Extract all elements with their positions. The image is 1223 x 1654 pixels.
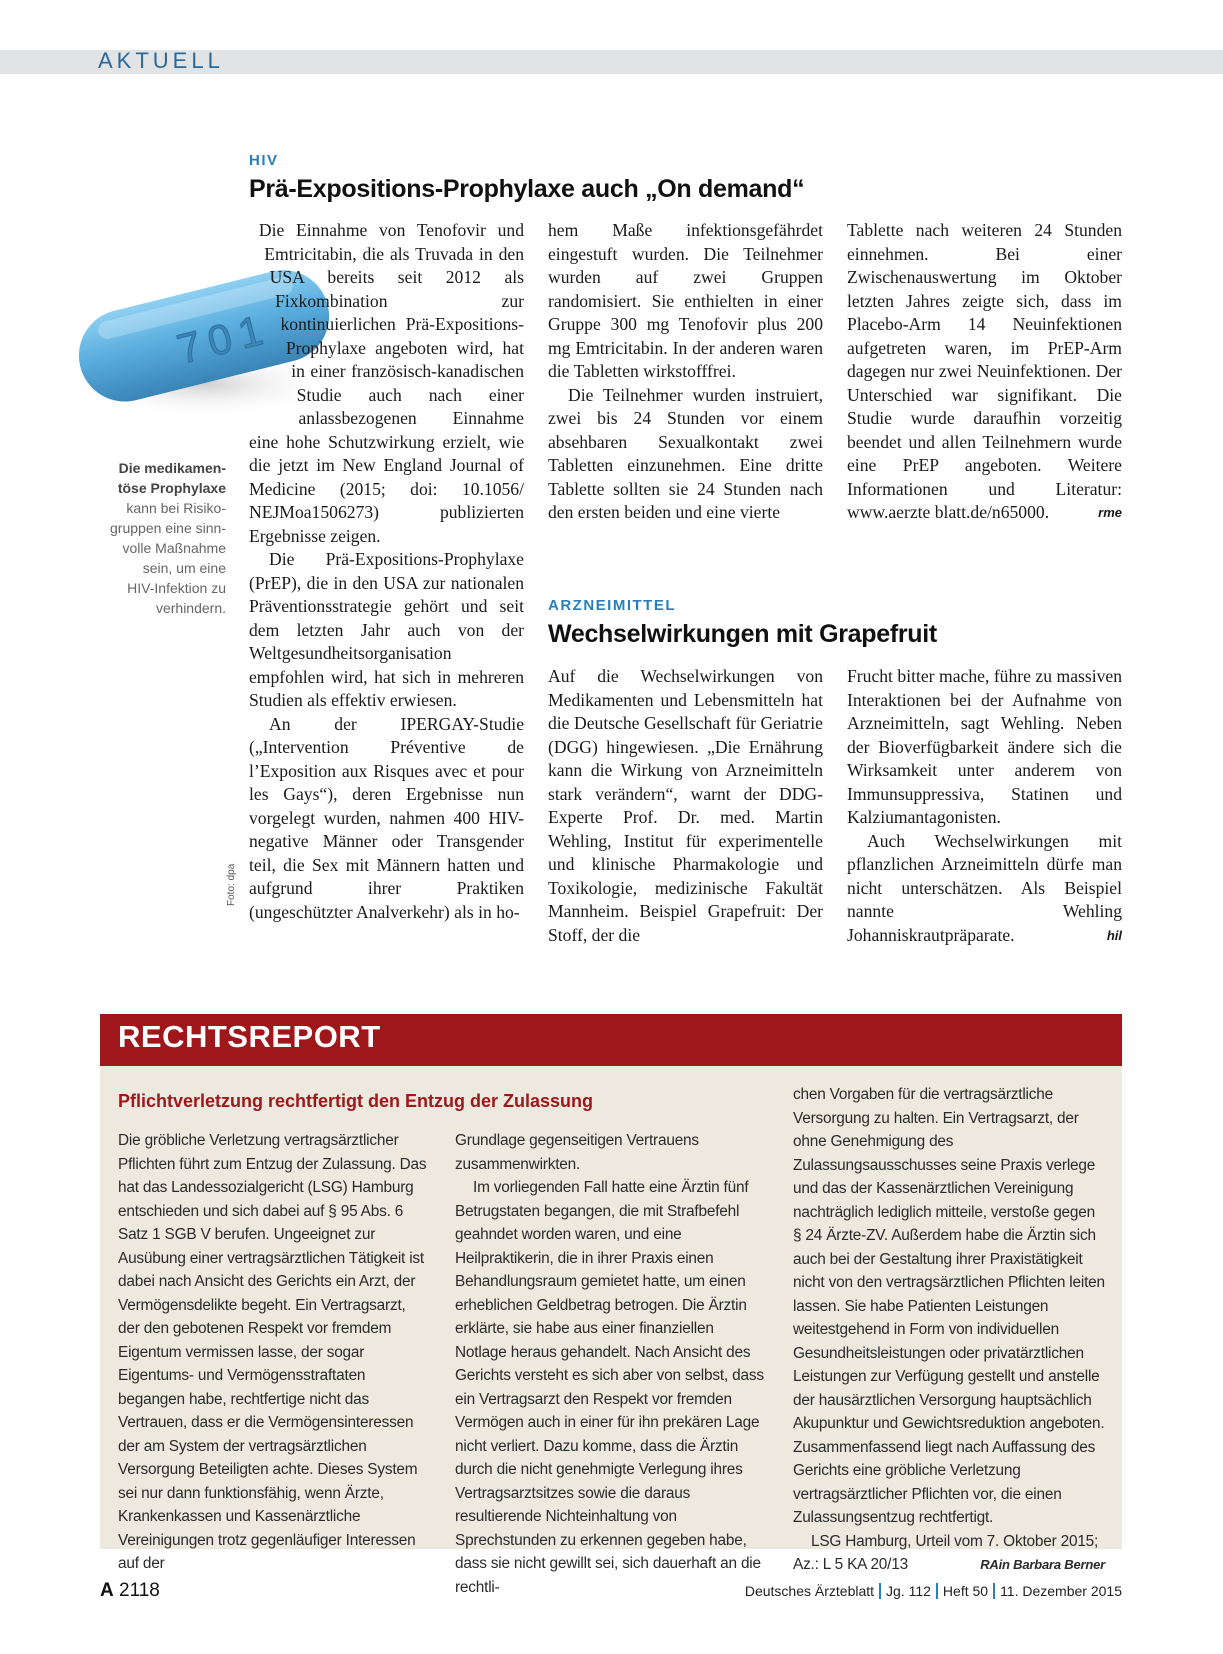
- caption-bold-1: Die medikamen-: [118, 460, 226, 476]
- section-label: AKTUELL: [98, 48, 224, 73]
- page-prefix: A: [100, 1580, 114, 1601]
- journal-name: Deutsches Ärzteblatt: [744, 1583, 875, 1599]
- rechtsreport-col3-p1: chen Vorgaben für die vertragsärztliche Versorgung zu halten. Ein Vertragsarzt, der ohne Genehmigung des Zulassungsausschusses seine Praxis verlege und das der Kassenärztlichen Vereinigung nachträglich lediglich mitteile, verstoße gegen § 24 Ärzte-ZV. Außerdem habe die Ärztin sich auch bei der Gestaltung ihrer Praxistätigkeit nicht von den vertragsärztlichen Pflichten leiten lassen. Sie habe Patienten Leistungen weitestgehend in Form von individuellen Gesundheitsleistungen oder privatärztlichen Leistungen zur Verfügung gestellt und anstelle der hausärztlichen Versorgung hauptsächlich Akupunktur und Gewichtsreduktion angeboten. Zusammenfassend liegt nach Auffassung des Gerichts eine gröbliche Verletzung vertragsärztlicher Pflichten vor, die einen Zulassungsentzug rechtfertigt.: [793, 1086, 1105, 1526]
- article1-col2-p1: hem Maße infektionsgefährdet eingestuft wurden. Die Teilnehmer wurden auf zwei Gruppen randomisiert. Sie enthielten in einer Gruppe 300 mg Tenofovir plus 200 mg Emtricitabin. In der anderen waren die Tabletten wirkstofffrei.: [548, 220, 823, 381]
- caption-line-3: volle Maßnahme: [122, 540, 226, 556]
- journal-date: 11. Dezember 2015: [1000, 1583, 1122, 1599]
- article2-col2-p2: [847, 830, 1122, 948]
- journal-issue: Heft 50: [942, 1583, 989, 1599]
- rechtsreport-title: RECHTSREPORT: [118, 1019, 381, 1054]
- rechtsreport-col1-text: Die gröbliche Verletzung vertragsärztlicher Pflichten führt zum Entzug der Zulassung. Das hat das Landessozialgericht (LSG) Hamburg entschieden und sich dabei auf § 95 Abs. 6 Satz 1 SGB V berufen. Ungeeignet zur Ausübung einer vertragsärztlichen Tätigkeit ist dabei nach Ansicht des Gerichts ein Arzt, der Vermögensdelikte begeht. Ein Vertragsarzt, der den gebotenen Respekt vor fremdem Eigentum vermissen lasse, der sogar Eigentums- und Vermögensstraftaten begangen habe, rechtfertige nicht das Vertrauen, dass er die Vermögensinteressen der am System der vertragsärztlichen Versorgung Beteiligten achte. Dieses System sei nur dann funktionsfähig, wenn Ärzte, Krankenkassen und Kassenärztliche Vereinigungen trotz gegenläufiger Interessen auf der: [118, 1132, 427, 1572]
- journal-footer: [745, 1583, 1122, 1599]
- rechtsreport-headline: Pflichtverletzung rechtfertigt den Entzug der Zulassung: [118, 1091, 594, 1111]
- page-number-value: 2118: [119, 1580, 160, 1601]
- article1-col1-p3: An der IPERGAY-Studie („Intervention Préventive de l’Exposition aux Risques avec et pour les Gays“), deren Ergebnisse nun vorgelegt wurden, nahmen 400 HIV-negative Männer oder Transgender teil, die Sex mit Männern hatten und aufgrund ihrer Praktiken (ungeschützter Analverkehr) als in ho-: [249, 713, 524, 922]
- rechtsreport-citation: LSG Hamburg, Urteil vom 7. Oktober 2015; Az.: L 5 KA 20/13: [793, 1532, 1099, 1573]
- footer-separator: [936, 1583, 938, 1599]
- article1-col2-p2: Die Teilnehmer wurden instruiert, zwei bis 24 Stunden vor einem absehbaren Sexualkontakt zwei Tabletten einzunehmen. Eine dritte Tablette sollten sie 24 Stunden nach den ersten beiden und eine vierte: [548, 384, 823, 522]
- article2-col2-p1: Frucht bitter mache, führe zu massiven Interaktionen bei der Aufnahme von Arzneimitteln, sagt Wehling. Neben der Bioverfügbarkeit ändere sich die Wirksamkeit unter anderem von Immunsuppressiva, Statinen und Kalziumantagonisten.: [847, 666, 1122, 827]
- photo-caption: [96, 458, 226, 618]
- caption-bold-2: töse Prophylaxe: [117, 480, 226, 496]
- caption-line-6: verhindern.: [155, 600, 226, 616]
- article1-headline: Prä-Expositions-Prophylaxe auch „On demand“: [249, 175, 805, 203]
- article1-col3: [847, 219, 1122, 525]
- article1-col3-text: Tablette nach weiteren 24 Stunden einnehmen. Bei einer Zwischenauswertung im Oktober letzten Jahres zeigte sich, dass im Placebo-Arm 14 Neuinfektionen aufgetreten waren, im PrEP-Arm dagegen nur zwei Neuinfektionen. Der Unterschied war signifikant. Die Studie wurde daraufhin vorzeitig beendet und allen Teilnehmern wurde eine PrEP angeboten. Weitere Informationen und Literatur: www.aerzte blatt.de/n65000.: [847, 220, 1122, 522]
- article2-col1: [548, 665, 823, 947]
- footer-separator: [993, 1583, 995, 1599]
- page-number: [100, 1580, 160, 1602]
- rechtsreport-col1: [118, 1129, 430, 1576]
- article2-col2-text: Auch Wechselwirkungen mit pflanzlichen Arzneimitteln dürfe man nicht unterschätzen. Als Beispiel nannte Wehling Johanniskrautpräparate.: [847, 830, 1122, 945]
- article2-kicker: ARZNEIMITTEL: [548, 597, 676, 614]
- article1-kicker: HIV: [249, 152, 279, 169]
- caption-line-2: gruppen eine sinn-: [110, 520, 226, 536]
- article2-headline: Wechselwirkungen mit Grapefruit: [548, 620, 937, 648]
- caption-line-4: sein, um eine: [142, 560, 226, 576]
- photo-credit: Foto: dpa: [226, 863, 237, 906]
- article1-col1: [249, 219, 524, 924]
- article1-col1-p2: Die Prä-Expositions-Prophylaxe (PrEP), die in den USA zur nationalen Präventionsstrategie gehört und seit dem letzten Jahr auch von der Weltgesundheitsorganisation empfohlen wird, hat sich in mehreren Studien als effektiv erwiesen.: [249, 549, 524, 710]
- caption-line-5: HIV-Infektion zu: [127, 580, 226, 596]
- footer-separator: [879, 1583, 881, 1599]
- article1-col3-p1: [847, 219, 1122, 525]
- journal-volume: Jg. 112: [886, 1583, 931, 1599]
- rechtsreport-col3: [793, 1083, 1105, 1577]
- rechtsreport-signature: RAin Barbara Berner: [980, 1557, 1105, 1572]
- rechtsreport-col2: [455, 1129, 767, 1599]
- article2-signature: hil: [1106, 927, 1122, 943]
- rechtsreport-col3-p2: [793, 1530, 1105, 1577]
- caption-line-1: kann bei Risiko-: [126, 500, 226, 516]
- article1-col1-p1: Die Einnahme von Tenofovir und Emtricitabin, die als Truvada in den USA bereits seit 2012 als Fixkombination zur kontinuierlichen Prä-Expositions-Prophylaxe angeboten wird, hat in einer französisch-kanadischen Studie auch nach einer anlassbezogenen Einnahme eine hohe Schutzwirkung erzielt, wie die jetzt im New England Journal of Medicine (2015; doi: 10.1056/ NEJMoa1506273) publizierten Ergebnisse zeigen.: [249, 220, 524, 546]
- pill-imprint: 701: [172, 304, 276, 373]
- article1-signature: rme: [1098, 505, 1122, 520]
- rechtsreport-col2-p2: Im vorliegenden Fall hatte eine Ärztin fünf Betrugstaten begangen, die mit Strafbefehl geahndet worden waren, und eine Heilpraktikerin, die in ihrer Praxis einen Behandlungsraum gemietet hatte, um einen erheblichen Geldbetrag betrogen. Die Ärztin erklärte, sie habe aus einer finanziellen Notlage heraus gehandelt. Nach Ansicht des Gerichts versteht es sich aber von selbst, dass ein Vertragsarzt den Respekt vor fremden Vermögen auch in einer für ihn prekären Lage nicht verliert. Dazu komme, dass die Ärztin durch die nicht genehmigte Verlegung ihres Vertragsarztsitzes sowie die daraus resultierende Nichteinhaltung von Sprechstunden zu erkennen gegeben habe, dass sie nicht gewillt sei, sich dauerhaft an die rechtli-: [455, 1179, 764, 1596]
- article2-col1-p1: Auf die Wechselwirkungen von Medikamenten und Lebensmitteln hat die Deutsche Gesellschaft für Geriatrie (DGG) hingewiesen. „Die Ernährung kann die Wirkung von Arzneimitteln stark verändern“, warnt der DDG-Experte Prof. Dr. med. Martin Wehling, Institut für experimentelle und klinische Pharmakologie und Toxikologie, medizinische Fakultät Mannheim. Beispiel Grapefruit: Der Stoff, der die: [548, 666, 823, 945]
- article1-col2: [548, 219, 823, 525]
- article2-col2: [847, 665, 1122, 947]
- rechtsreport-col2-p1: Grundlage gegenseitigen Vertrauens zusammenwirkten.: [455, 1132, 699, 1173]
